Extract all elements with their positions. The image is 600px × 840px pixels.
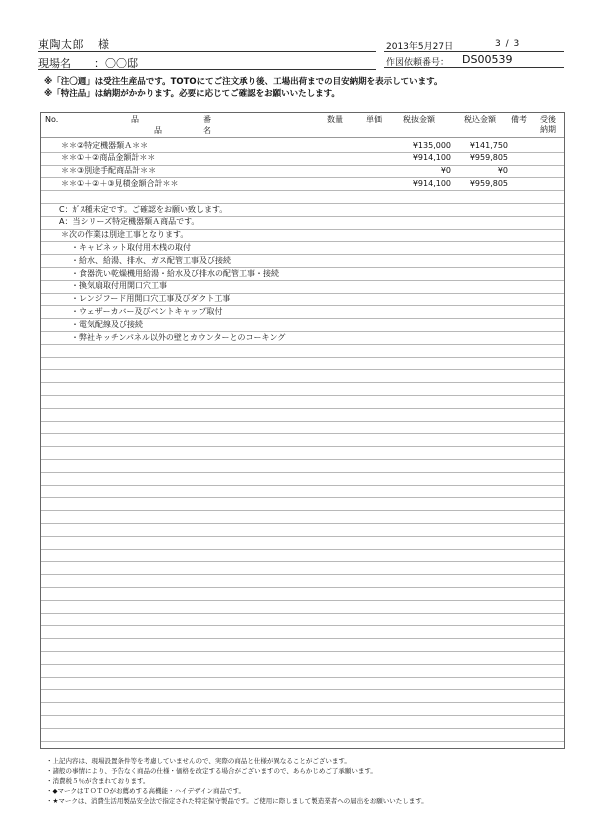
header-mei: 名 (203, 126, 211, 135)
customer-name: 東陶太郎 (38, 38, 84, 51)
row-description: ＊＊②特定機器類Ａ＊＊ (61, 140, 149, 150)
row-rule (41, 549, 564, 550)
row-description: ・レンジフード用開口穴工事及びダクト工事 (71, 294, 231, 304)
row-incl-tax: ¥959,805 (469, 153, 508, 163)
row-excl-tax: ¥914,100 (412, 153, 451, 163)
row-rule (41, 395, 564, 396)
row-rule (41, 190, 564, 191)
row-rule (41, 651, 564, 652)
row-rule (41, 625, 564, 626)
request-number-label: 作図依頼番号： (386, 58, 450, 68)
header-quantity: 数量 (327, 115, 343, 124)
footnote: ・諸般の事情により、予告なく商品の仕様・価格を改定する場合がございますので、あらかじめご了承願います。 (46, 767, 377, 775)
row-rule (41, 357, 564, 358)
row-rule (41, 741, 564, 742)
row-rule (41, 446, 564, 447)
header-delivery: 受後納期 (540, 115, 556, 134)
row-excl-tax: ¥914,100 (412, 178, 451, 188)
row-excl-tax: ¥135,000 (412, 140, 451, 150)
row-rule (41, 664, 564, 665)
customer-suffix: 様 (98, 38, 110, 51)
note-line: ※「特注品」は納期がかかります。必要に応じてご確認をお願いいたします。 (44, 89, 340, 99)
row-description: ＊次の作業は別途工事となります。 (61, 230, 189, 240)
row-rule (41, 574, 564, 575)
row-rule (41, 536, 564, 537)
header-divider (41, 137, 564, 138)
row-description: ・キャビネット取付用木桟の取付 (71, 242, 191, 252)
row-rule (41, 433, 564, 434)
row-rule (41, 689, 564, 690)
row-excl-tax: ¥0 (440, 166, 451, 176)
date-underline (384, 51, 564, 52)
notes (44, 76, 442, 100)
footnote: ・★マークは、消費生活用製品安全法で指定された特定保守製品です。ご使用に際しまして製造業者への届出をお願いいたします。 (46, 797, 428, 805)
row-description: ・換気扇取付用開口穴工事 (71, 281, 167, 291)
header-ban: 番 (203, 115, 211, 124)
footnote: ・上記内容は、現場設置条件等を考慮していませんので、実際の商品と仕様が異なることがございます。 (46, 757, 351, 765)
row-rule (41, 408, 564, 409)
row-rule (41, 702, 564, 703)
row-rule (41, 587, 564, 588)
row-incl-tax: ¥141,750 (469, 140, 508, 150)
row-description: A：当シリーズ特定機器類Ａ商品です。 (59, 217, 200, 227)
page-number: 3 / 3 (495, 39, 521, 49)
site-label: 現場名 (38, 57, 71, 70)
row-rule (41, 728, 564, 729)
note-line: ※「注〇週」は受注生産品です。TOTOにてご注文承り後、工場出荷までの目安納期を表示しています。 (44, 77, 443, 87)
row-description: C：ｶﾞｽ種未定です。ご確認をお願い致します。 (59, 204, 228, 214)
customer-name-line (38, 36, 110, 52)
row-rule (41, 369, 564, 370)
header-unit-price: 単価 (366, 115, 382, 124)
row-incl-tax: ¥0 (497, 166, 508, 176)
footnote: ・消費税５％が含まれております。 (46, 777, 150, 785)
row-description: ・給水、給湯、排水、ガス配管工事及び接続 (71, 255, 231, 265)
row-rule (41, 485, 564, 486)
row-description: ＊＊①＋②商品金額計＊＊ (61, 153, 156, 163)
row-rule (41, 613, 564, 614)
row-incl-tax: ¥959,805 (469, 178, 508, 188)
row-rule (41, 421, 564, 422)
row-rule (41, 677, 564, 678)
header-remarks: 備考 (511, 115, 527, 124)
row-rule (41, 344, 564, 345)
customer-underline (38, 51, 376, 52)
row-description: ・ウェザーカバー及びベントキャップ取付 (71, 306, 223, 316)
row-rule (41, 523, 564, 524)
row-rule (41, 715, 564, 716)
site-underline (38, 69, 376, 70)
header-incl-tax: 税込金額 (464, 115, 496, 124)
row-rule (41, 510, 564, 511)
row-description: ＊＊①＋②＋③見積金額合計＊＊ (61, 178, 179, 188)
header-excl-tax: 税抜金額 (403, 115, 435, 124)
row-description: ・電気配線及び接続 (71, 319, 143, 329)
header-no: No. (45, 115, 59, 124)
row-rule (41, 472, 564, 473)
row-description: ・弊社キッチンパネル以外の壁とカウンターとのコーキング (71, 332, 286, 342)
request-number: DS00539 (462, 53, 513, 66)
row-rule (41, 382, 564, 383)
row-rule (41, 459, 564, 460)
row-rule (41, 497, 564, 498)
issue-date: 2013年5月27日 (386, 42, 454, 52)
estimate-table (40, 112, 565, 749)
row-description: ＊＊③別途手配商品計＊＊ (61, 166, 157, 176)
row-rule (41, 638, 564, 639)
row-rule (41, 600, 564, 601)
site-value: ：〇〇邸 (94, 57, 138, 70)
footnote: ・◆マークはＴＯＴＯがお薦めする高機能・ハイデザイン商品です。 (46, 787, 246, 795)
row-description: ・食器洗い乾燥機用給湯・給水及び排水の配管工事・接続 (71, 268, 279, 278)
footnotes (46, 756, 428, 806)
request-underline (384, 67, 564, 68)
row-rule (41, 561, 564, 562)
header-hin-2: 品 (154, 126, 162, 135)
header-hin-1: 品 (131, 115, 139, 124)
